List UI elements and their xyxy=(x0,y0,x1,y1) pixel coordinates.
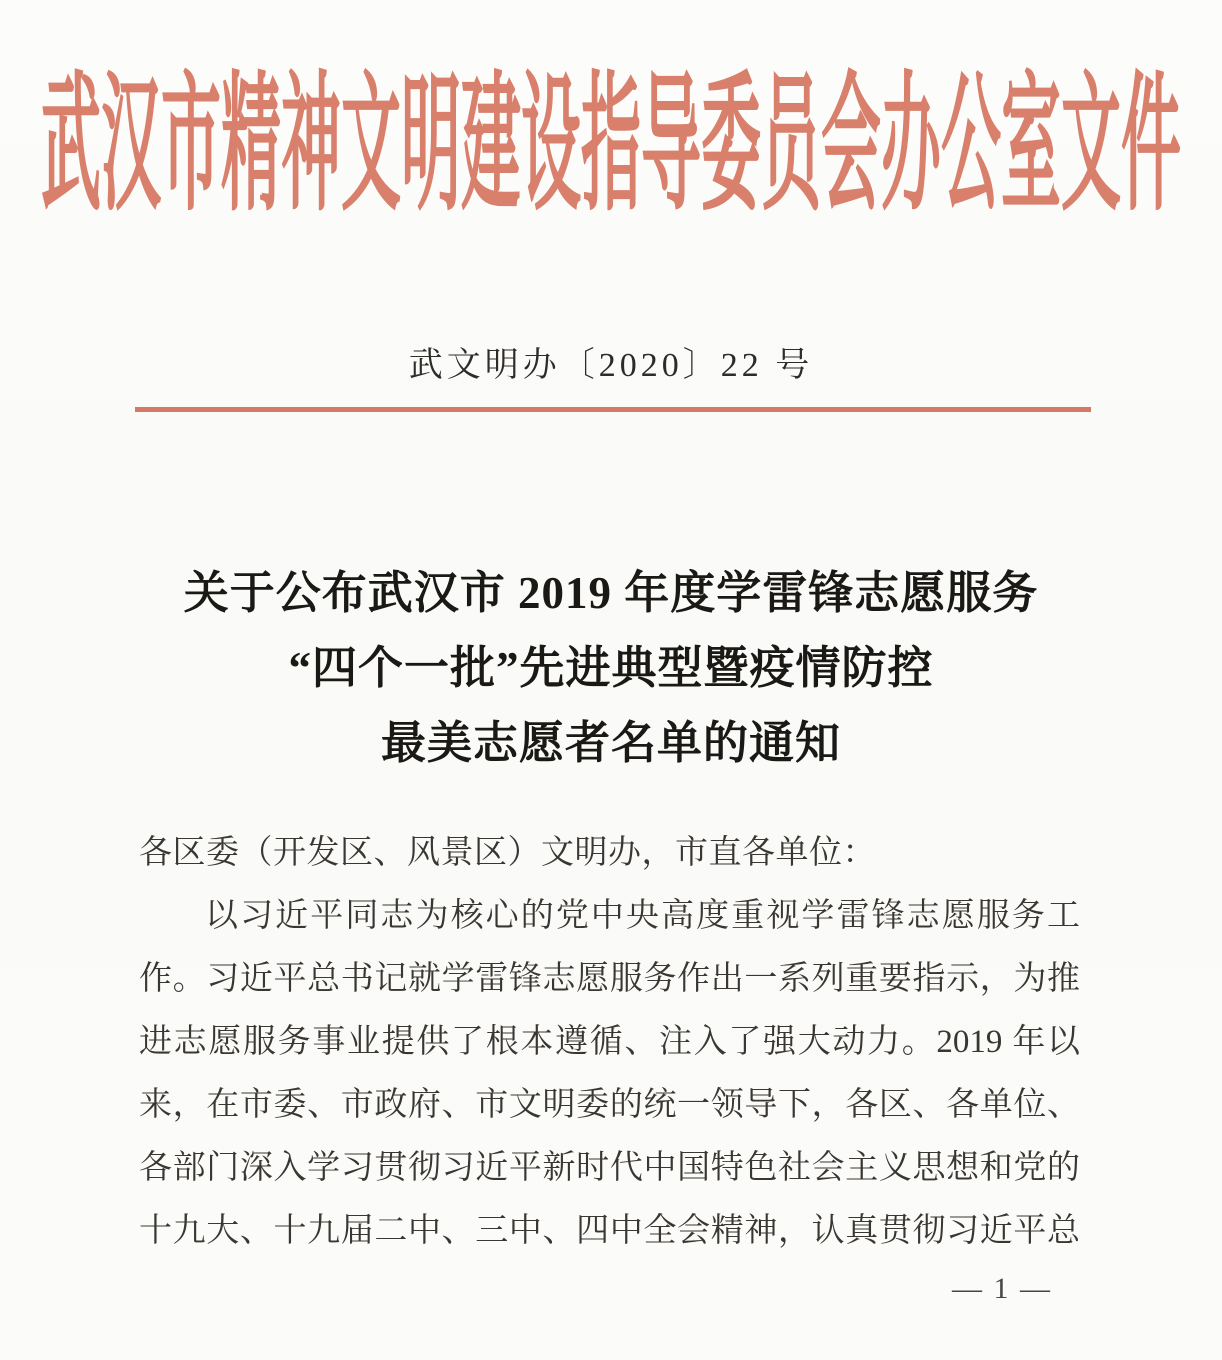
page-number: — 1 — xyxy=(952,1272,1052,1305)
paragraph-line: 以习近平同志为核心的党中央高度重视学雷锋志愿服务工 xyxy=(205,898,1080,934)
document-title xyxy=(0,556,1222,781)
org-header-title: 武汉市精神文明建设指导委员会办公室文件 xyxy=(41,63,1182,229)
paragraph-line: 十九大、十九届二中、三中、四中全会精神，认真贯彻习近平总 xyxy=(139,1213,1080,1249)
salutation-line: 各区委（开发区、风景区）文明办，市直各单位： xyxy=(139,835,876,871)
paragraph-line: 作。习近平总书记就学雷锋志愿服务作出一系列重要指示，为推 xyxy=(139,961,1080,997)
document-number: 武文明办〔2020〕22 号 xyxy=(408,347,814,384)
document-body xyxy=(139,822,1080,1263)
paragraph-line: 进志愿服务事业提供了根本遵循、注入了强大动力。2019 年以 xyxy=(139,1024,1080,1060)
document-title-line-2: “四个一批”先进典型暨疫情防控 xyxy=(288,643,934,693)
red-header-band xyxy=(0,63,1222,229)
paragraph-line: 来，在市委、市政府、市文明委的统一领导下，各区、各单位、 xyxy=(139,1087,1080,1123)
red-divider-line xyxy=(135,407,1091,412)
document-title-line-1: 关于公布武汉市 2019 年度学雷锋志愿服务 xyxy=(183,568,1039,618)
paragraph-line: 各部门深入学习贯彻习近平新时代中国特色社会主义思想和党的 xyxy=(139,1150,1080,1186)
document-title-line-3: 最美志愿者名单的通知 xyxy=(380,718,841,768)
